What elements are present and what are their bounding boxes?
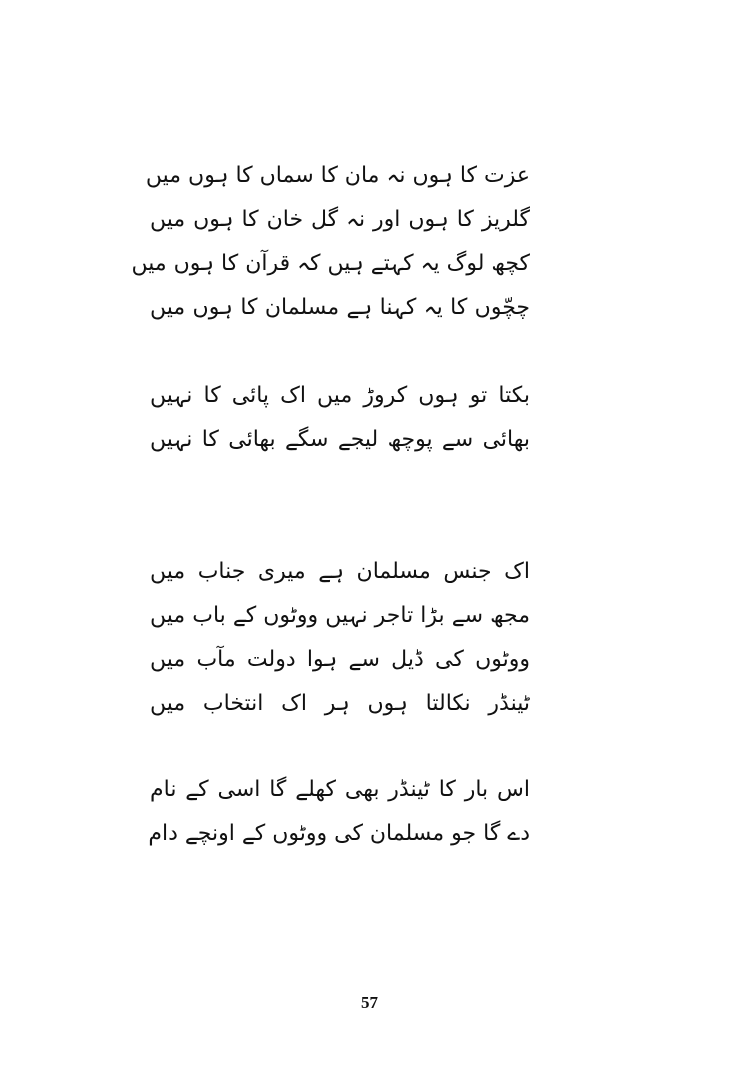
verse-line: عزت کا ہوں نہ مان کا سماں کا ہوں میں xyxy=(145,163,530,188)
verse-line: دے گا جو مسلمان کی ووٹوں کے اونچے دام xyxy=(148,821,530,846)
stanza-4 xyxy=(150,768,530,856)
stanza-3 xyxy=(150,550,530,726)
verse-line: کچھ لوگ یہ کہتے ہیں کہ قرآن کا ہوں میں xyxy=(131,251,530,276)
verse-line: اک جنس مسلمان ہے میری جناب میں xyxy=(150,559,530,584)
verse-line: مجھ سے بڑا تاجر نہیں ووٹوں کے باب میں xyxy=(150,603,530,628)
verse-line: اس بار کا ٹینڈر بھی کھلے گا اسی کے نام xyxy=(150,777,530,802)
verse-line: ٹینڈر نکالتا ہوں ہر اک انتخاب میں xyxy=(150,691,530,716)
stanza-2 xyxy=(150,374,530,462)
verse-line: ووٹوں کی ڈیل سے ہوا دولت مآب میں xyxy=(150,647,530,672)
stanza-1 xyxy=(131,154,530,330)
page-number: 57 xyxy=(361,993,378,1012)
verse-line: گلریز کا ہوں اور نہ گل خان کا ہوں میں xyxy=(150,207,530,232)
verse-line: بکتا تو ہوں کروڑ میں اک پائی کا نہیں xyxy=(150,383,530,408)
verse-line: بھائی سے پوچھ لیجے سگے بھائی کا نہیں xyxy=(150,427,530,452)
verse-line: چچّوں کا یہ کہنا ہے مسلمان کا ہوں میں xyxy=(150,295,530,320)
